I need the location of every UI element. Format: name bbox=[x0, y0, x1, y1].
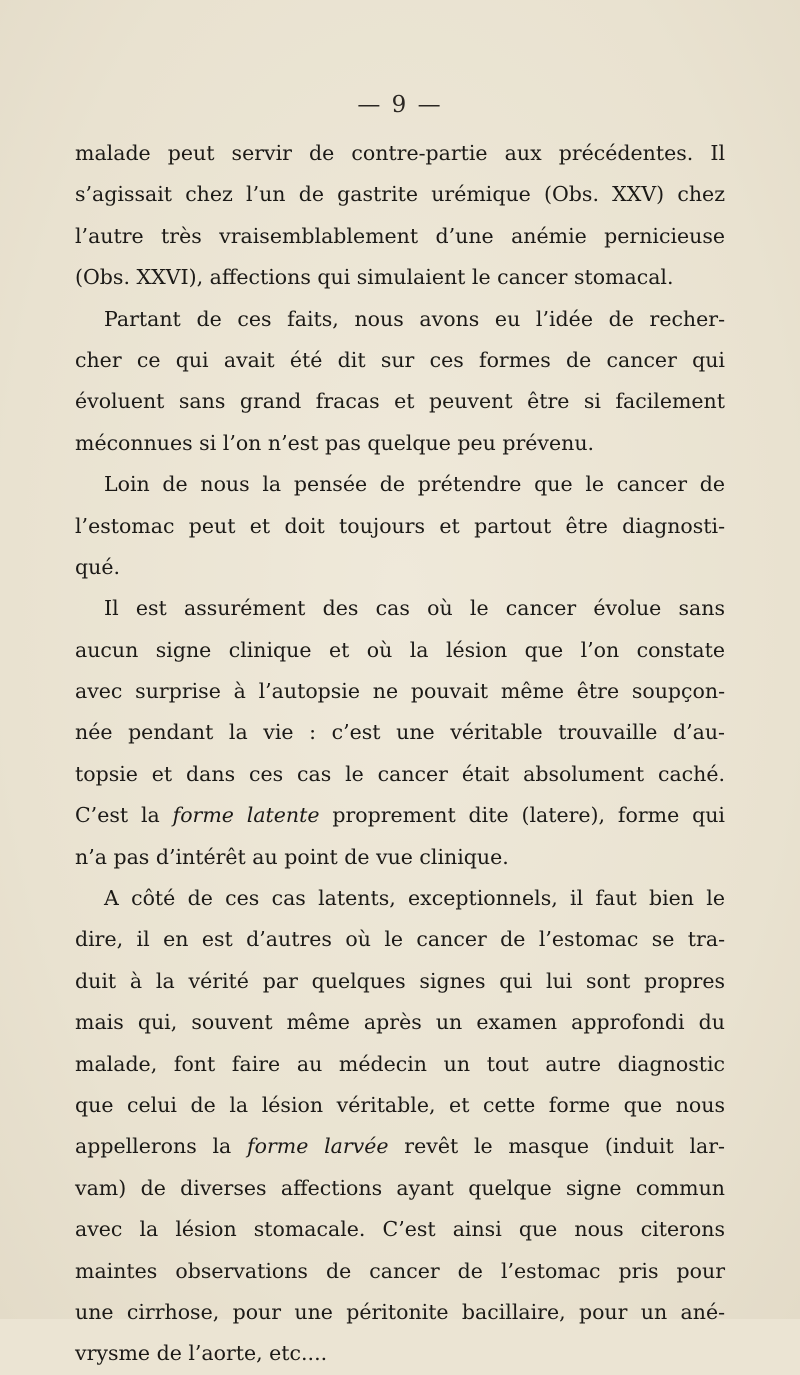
italic-term-forme-latente: forme latente bbox=[172, 803, 320, 828]
text-line: que celui de la lésion véritable, et cette forme que nous bbox=[75, 1092, 725, 1117]
text-line: vam) de diverses affections ayant quelque signe commun bbox=[75, 1175, 725, 1200]
text-line: l’estomac peut et doit toujours et partout être diagnosti- bbox=[75, 513, 725, 538]
text-line: évoluent sans grand fracas et peuvent être si facilement bbox=[75, 389, 725, 414]
text-line: A côté de ces cas latents, exceptionnels, il faut bien le bbox=[104, 886, 725, 911]
text-line: cher ce qui avait été dit sur ces formes de cancer qui bbox=[75, 347, 725, 372]
body-text bbox=[75, 133, 725, 1375]
text-line: aucun signe clinique et où la lésion que l’on constate bbox=[75, 637, 725, 662]
text-line: l’autre très vraisemblablement d’une anémie pernicieuse bbox=[75, 223, 725, 248]
text-line: dire, il en est d’autres où le cancer de l’estomac se tra- bbox=[75, 927, 725, 952]
text-line bbox=[75, 1126, 725, 1167]
page-number: — 9 — bbox=[357, 92, 443, 118]
text-line: duit à la vérité par quelques signes qui lui sont propres bbox=[75, 968, 725, 993]
text-line: mais qui, souvent même après un examen approfondi du bbox=[75, 1010, 725, 1035]
text-line: n’a pas d’intérêt au point de vue clinique. bbox=[75, 844, 509, 869]
text-line: Partant de ces faits, nous avons eu l’idée de recher- bbox=[104, 306, 725, 331]
text-line: née pendant la vie : c’est une véritable trouvaille d’au- bbox=[75, 720, 725, 745]
text-line: malade, font faire au médecin un tout autre diagnostic bbox=[75, 1051, 725, 1076]
text-fragment: proprement dite (latere), forme qui bbox=[319, 803, 725, 828]
text-line: avec surprise à l’autopsie ne pouvait même être soupçon- bbox=[75, 679, 725, 704]
text-line: Loin de nous la pensée de prétendre que le cancer de bbox=[104, 472, 725, 497]
text-line: qué. bbox=[75, 554, 120, 579]
text-line: maintes observations de cancer de l’estomac pris pour bbox=[75, 1258, 725, 1283]
text-line: vrysme de l’aorte, etc.... bbox=[75, 1341, 328, 1366]
text-line: malade peut servir de contre-partie aux précédentes. Il bbox=[75, 141, 725, 165]
text-line: méconnues si l’on n’est pas quelque peu prévenu. bbox=[75, 430, 595, 455]
text-line: avec la lésion stomacale. C’est ainsi que nous citerons bbox=[75, 1217, 725, 1242]
text-line bbox=[75, 795, 725, 836]
text-line: (Obs. XXVI), affections qui simulaient le cancer stomacal. bbox=[75, 265, 674, 290]
text-fragment: C’est la bbox=[75, 803, 173, 828]
text-line: une cirrhose, pour une péritonite bacillaire, pour un ané- bbox=[75, 1299, 725, 1324]
text-fragment: appellerons la bbox=[75, 1134, 248, 1159]
text-line: topsie et dans ces cas le cancer était absolument caché. bbox=[75, 761, 725, 786]
italic-term-forme-larvee: forme larvée bbox=[247, 1134, 389, 1159]
text-line: s’agissait chez l’un de gastrite urémique (Obs. XXV) chez bbox=[75, 182, 725, 207]
text-line: Il est assurément des cas où le cancer évolue sans bbox=[104, 596, 725, 621]
text-fragment: revêt le masque (induit lar- bbox=[388, 1134, 725, 1159]
